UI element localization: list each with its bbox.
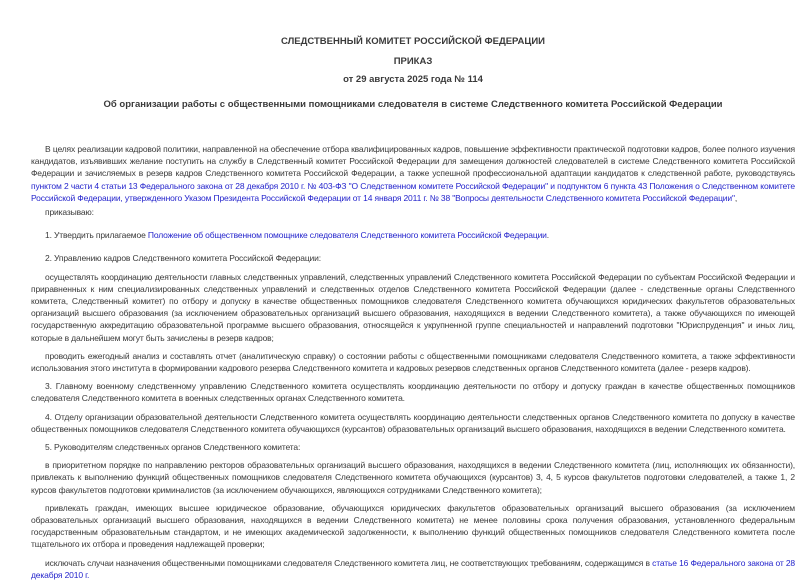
text-run: в приоритетном порядке по направлению ректоров образовательных организаций высшего образования, находящихся в ведении Следственного комитета (лиц, исполняющих их обязанности), привлекать к выполнению функций общественных помощников следователя Следственного комитета обучающихся (курсантов) 3, 4, 5 курсов факультетов подготовки следователей, а также 1, 2 курсов факультетов подготовки криминалистов (за исключением обучающихся, являющихся сотрудниками Следственного комитета); xyxy=(31,460,795,495)
paragraph xyxy=(31,557,795,581)
text-run: . xyxy=(546,230,550,241)
text-run: В целях реализации кадровой политики, направленной на обеспечение отбора квалифицированных кадров, повышение эффективности практической подготовки кадров, более полного изучения кандидатов, изъявивших желание поступить на службу в Следственный комитет Российской Федерации для замещения должностей следователей в системе Следственного комитета Российской Федерации и зачисляемых в резерв кадров Следственного комитета Российской Федерации, а также успешной профессиональной адаптации кандидатов к следственной работе, руководствуясь xyxy=(31,144,795,179)
text-run: 5. Руководителям следственных органов Следственного комитета: xyxy=(45,442,301,453)
text-run: 1. Утвердить прилагаемое xyxy=(45,230,148,241)
paragraph xyxy=(31,350,795,374)
document-link[interactable]: Положение об общественном помощнике следователя Следственного комитета Российской Федерации xyxy=(147,230,547,241)
paragraph xyxy=(31,380,795,404)
document-body xyxy=(31,143,795,581)
text-run: исключать случаи назначения общественными помощниками следователя Следственного комитета лиц, не соответствующих требованиям, содержащимся в xyxy=(45,557,653,568)
text-run: , xyxy=(734,192,738,203)
paragraph xyxy=(31,459,795,496)
paragraph xyxy=(31,252,795,264)
paragraph xyxy=(31,143,795,204)
paragraph xyxy=(31,441,795,453)
org-name: СЛЕДСТВЕННЫЙ КОМИТЕТ РОССИЙСКОЙ ФЕДЕРАЦИИ xyxy=(280,36,546,47)
paragraph xyxy=(31,411,795,435)
text-run: 4. Отделу организации образовательной деятельности Следственного комитета осуществлять координацию деятельности следственных органов Следственного комитета по допуску в качестве общественных помощников следователя Следственного комитета обучающихся (курсантов) образовательных организаций высшего образования, находящихся в ведении Следственного комитета. xyxy=(31,411,795,434)
text-run: приказываю: xyxy=(45,207,94,218)
doc-type: ПРИКАЗ xyxy=(393,56,433,67)
document-link[interactable]: статье 16 Федерального закона от 28 декабря 2010 г. xyxy=(31,557,795,580)
text-run: осуществлять координацию деятельности главных следственных управлений, следственных управлений Следственного комитета Российской Федерации по субъектам Российской Федерации и приравненных к ним специализированных следственных управлений и следственных отделов Следственного комитета Российской Федерации (далее - следственные органы Следственного комитета, Следственный комитет) по отбору и допуску в качестве общественных помощников следователя Следственного комитета обучающихся юридических факультетов образовательных организаций высшего образования (за исключением образовательных организаций высшего образования, находящихся в ведении Следственного комитета), а также обучающихся по имеющей государственную аккредитацию образовательной программе высшего образования, относящейся к укрупненной группе специальностей и направлений подготовки "Юриспруденция" и иных лиц, которые в дальнейшем могут быть зачислены в резерв кадров; xyxy=(31,271,795,343)
text-run: 2. Управлению кадров Следственного комитета Российской Федерации: xyxy=(45,253,321,264)
text-run: 3. Главному военному следственному управлению Следственного комитета осуществлять координацию деятельности по отбору и допуску граждан в качестве общественных помощников следователя Следственного комитета в военных следственных органах Следственного комитета. xyxy=(31,381,795,404)
paragraph xyxy=(31,502,795,551)
document-link[interactable]: пунктом 2 части 4 статьи 13 Федерального закона от 28 декабря 2010 г. № 403-ФЗ "О Следственном комитете Российской Федерации" и подпунктом 6 пункта 43 Положения о Следственном комитете Российской Федерации, утвержденного Указом Президента Российской Федерации от 14 января 2011 г. № 38 "Вопросы деятельности Следственного комитета Российской Федерации" xyxy=(31,180,795,203)
paragraph xyxy=(31,229,795,241)
paragraph xyxy=(31,271,795,344)
text-run: проводить ежегодный анализ и составлять отчет (аналитическую справку) о состоянии работы с общественными помощниками следователя Следственного комитета, а также эффективности использования этого института в формировании кадрового резерва Следственного комитета и кадровых резервов следственных органов Следственного комитета (далее - резерв кадров). xyxy=(31,350,795,374)
text-run: привлекать граждан, имеющих высшее юридическое образование, обучающихся юридических факультетов образовательных организаций высшего образования (за исключением образовательных организаций высшего образования, находящихся в ведении Следственного комитета) не менее половины срока получения образования, установленного федеральным государственным образовательным стандартом, и не имеющих академической задолженности, к выполнению функций общественных помощников следователя Следственного комитета после тщательного их отбора и проведения надлежащей проверки; xyxy=(31,502,795,550)
paragraph xyxy=(31,206,795,218)
doc-date-number: от 29 августа 2025 года № 114 xyxy=(343,74,483,85)
doc-title: Об организации работы с общественными помощниками следователя в системе Следственного комитета Российской Федерации xyxy=(103,99,723,110)
